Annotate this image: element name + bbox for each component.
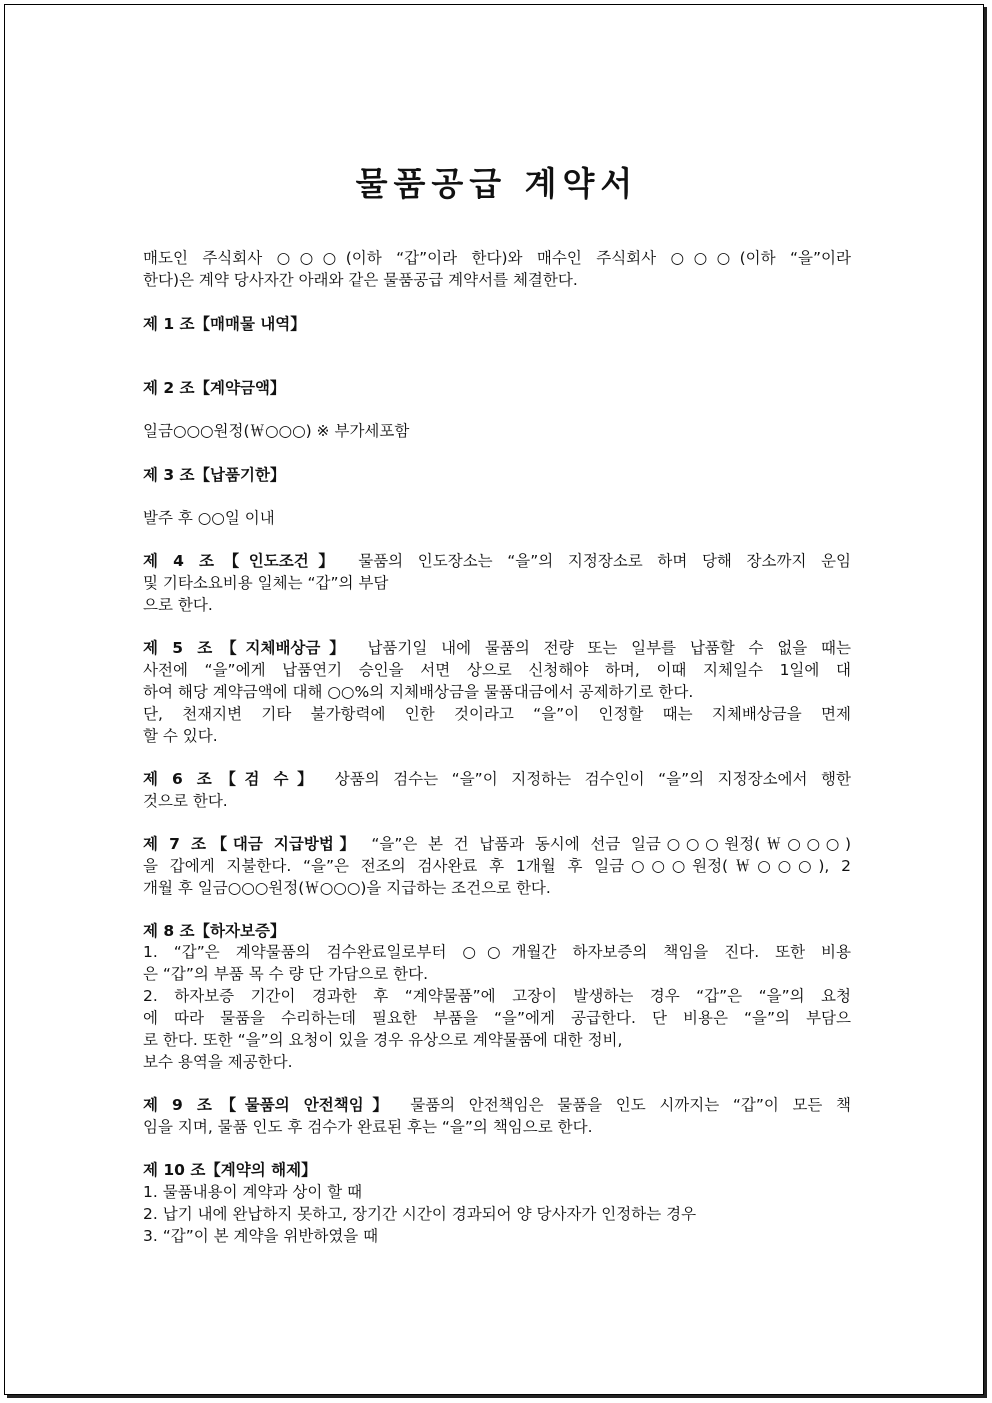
article-6-line: 제 6 조【검 수】 상품의 검수는 “을”이 지정하는 검수인이 “을”의 지정장소에서 행한	[143, 770, 851, 788]
article-4-line: 제 4 조【인도조건】 물품의 인도장소는 “을”의 지정장소로 하며 당해 장소까지 운임	[143, 552, 851, 570]
article-8-line: 에 따라 물품을 수리하는데 필요한 부품을 “을”에게 공급한다. 단 비용은 “을”의 부담으	[143, 1009, 851, 1027]
article-5-line: 사전에 “을”에게 납품연기 승인을 서면 상으로 신청해야 하며, 이때 지체일수 1일에 대	[143, 661, 851, 679]
article-6-line: 것으로 한다.	[143, 792, 228, 810]
article-10-line: 1. 물품내용이 계약과 상이 할 때	[143, 1183, 363, 1201]
article-4-line: 및 기타소요비용 일체는 “갑”의 부담	[143, 574, 389, 592]
article-8-line: 로 한다. 또한 “을”의 요청이 있을 경우 유상으로 계약물품에 대한 정비,	[143, 1031, 623, 1049]
article-3-heading: 제 3 조【납품기한】	[143, 466, 286, 484]
article-5-line: 제 5 조【지체배상금】 납품기일 내에 물품의 전량 또는 일부를 납품할 수 없을 때는	[143, 639, 851, 657]
article-2-heading: 제 2 조【계약금액】	[143, 379, 286, 397]
article-7-line: 제 7 조【대금 지급방법】 “을”은 본 건 납품과 동시에 선금 일금○○○원정(￦○○○)	[143, 835, 851, 853]
article-10-line: 2. 납기 내에 완납하지 못하고, 장기간 시간이 경과되어 양 당사자가 인정하는 경우	[143, 1205, 697, 1223]
article-4-heading: 제 4 조【인도조건】	[143, 552, 344, 570]
intro-line: 한다)은 계약 당사자간 아래와 같은 물품공급 계약서를 체결한다.	[143, 271, 578, 289]
article-7-line: 개월 후 일금○○○원정(￦○○○)을 지급하는 조건으로 한다.	[143, 879, 551, 897]
article-10-line: 3. “갑”이 본 계약을 위반하였을 때	[143, 1227, 379, 1245]
article-6-heading: 제 6 조【검 수】	[143, 770, 322, 788]
intro-line: 매도인 주식회사 ○○○(이하 “갑”이라 한다)와 매수인 주식회사 ○○○(이하 “을”이라	[143, 249, 851, 267]
article-7-line: 을 갑에게 지불한다. “을”은 전조의 검사완료 후 1개월 후 일금○○○원정(￦○○○), 2	[143, 857, 851, 875]
article-3-body: 발주 후 ○○일 이내	[143, 509, 275, 527]
article-5-line: 단, 천재지변 기타 불가항력에 인한 것이라고 “을”이 인정할 때는 지체배상금을 면제	[143, 705, 851, 723]
article-8-line: 1. “갑”은 계약물품의 검수완료일로부터 ○○개월간 하자보증의 책임을 진다. 또한 비용	[143, 943, 851, 961]
article-5-line: 할 수 있다.	[143, 727, 218, 745]
article-9-heading: 제 9 조【물품의 안전책임】	[143, 1096, 397, 1114]
article-8-line: 은 “갑”의 부품 목 수 량 단 가담으로 한다.	[143, 965, 428, 983]
article-8-line: 보수 용역을 제공한다.	[143, 1053, 293, 1071]
article-8-line: 2. 하자보증 기간이 경과한 후 “계약물품”에 고장이 발생하는 경우 “갑”은 “을”의 요청	[143, 987, 851, 1005]
article-7-heading: 제 7 조【대금 지급방법】	[143, 835, 361, 853]
article-5-line: 하여 해당 계약금액에 대해 ○○%의 지체배상금을 물품대금에서 공제하기로 한다.	[143, 683, 694, 701]
article-10-heading: 제 10 조【계약의 해제】	[143, 1161, 317, 1179]
article-2-body: 일금○○○원정(￦○○○) ※ 부가세포함	[143, 422, 410, 440]
article-4-line: 으로 한다.	[143, 596, 213, 614]
document-title: 물품공급 계약서	[355, 164, 639, 203]
article-1-heading: 제 1 조【매매물 내역】	[143, 315, 306, 333]
article-5-heading: 제 5 조【지체배상금】	[143, 639, 354, 657]
article-9-line: 임을 지며, 물품 인도 후 검수가 완료된 후는 “을”의 책임으로 한다.	[143, 1118, 593, 1136]
article-8-heading: 제 8 조【하자보증】	[143, 922, 286, 940]
article-9-line: 제 9 조【물품의 안전책임】 물품의 안전책임은 물품을 인도 시까지는 “갑”이 모든 책	[143, 1096, 851, 1114]
